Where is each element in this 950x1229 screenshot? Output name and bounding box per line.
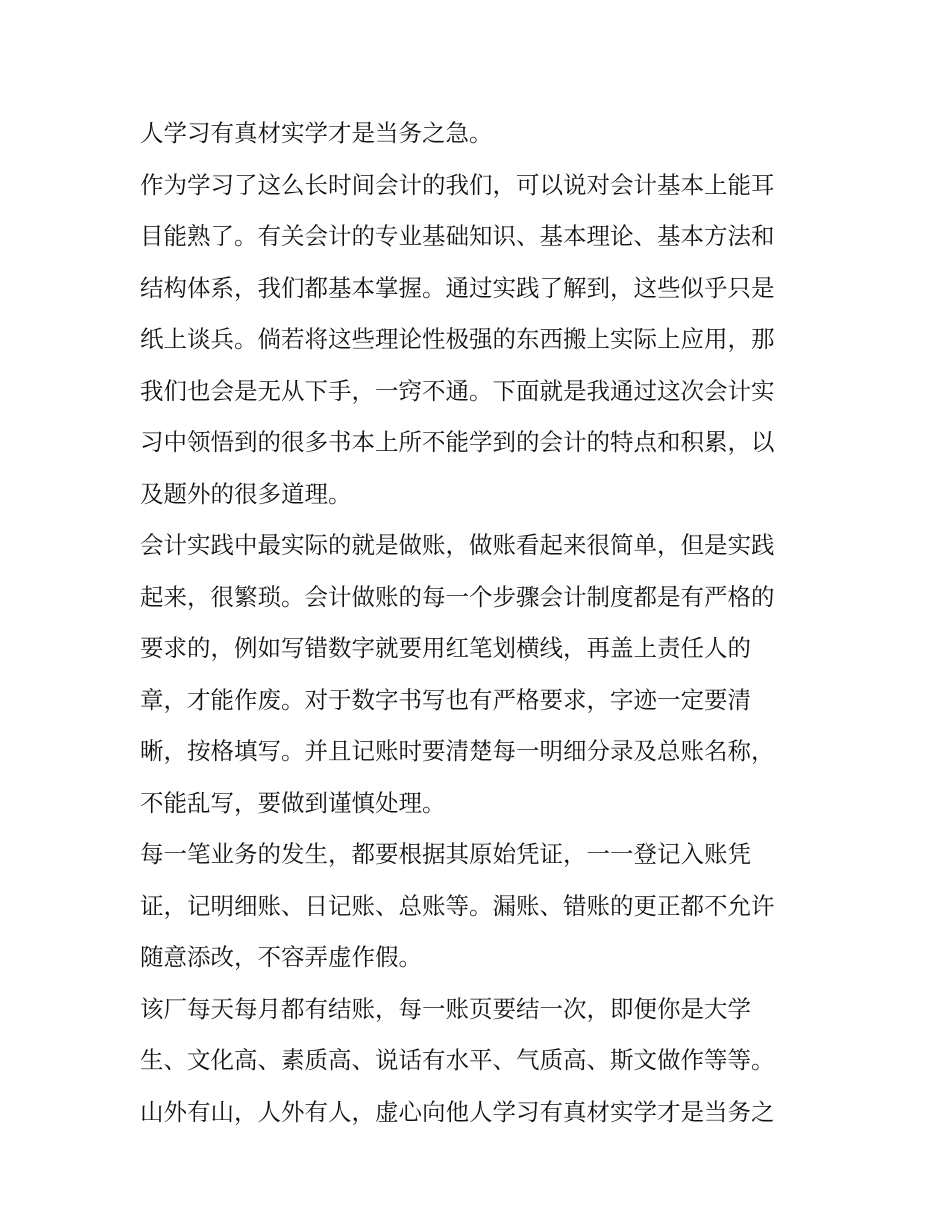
text-line: 作为学习了这么长时间会计的我们，可以说对会计基本上能耳 xyxy=(140,170,775,199)
text-line: 我们也会是无从下手，一窍不通。下面就是我通过这次会计实 xyxy=(140,376,775,405)
text-line: 该厂每天每月都有结账，每一账页要结一次，即便你是大学 xyxy=(140,994,751,1023)
text-line: 会计实践中最实际的就是做账，做账看起来很简单，但是实践 xyxy=(140,531,775,559)
body-text xyxy=(140,108,820,1138)
text-line: 人学习有真材实学才是当务之急。 xyxy=(140,119,493,147)
text-line: 要求的，例如写错数字就要用红笔划横线，再盖上责任人的 xyxy=(140,634,751,662)
text-line: 及题外的很多道理。 xyxy=(140,479,352,508)
text-line: 证，记明细账、日记账、总账等。漏账、错账的更正都不允许 xyxy=(140,891,775,920)
text-line: 目能熟了。有关会计的专业基础知识、基本理论、基本方法和 xyxy=(140,222,775,250)
text-line: 纸上谈兵。倘若将这些理论性极强的东西搬上实际上应用，那 xyxy=(140,325,775,353)
text-line: 随意添改，不容弄虚作假。 xyxy=(140,943,422,971)
text-line: 不能乱写，要做到谨慎处理。 xyxy=(140,788,446,817)
text-line: 习中领悟到的很多书本上所不能学到的会计的特点和积累，以 xyxy=(140,428,775,456)
text-line: 山外有山，人外有人，虚心向他人学习有真材实学才是当务之 xyxy=(140,1097,775,1126)
text-line: 章，才能作废。对于数字书写也有严格要求，字迹一定要清 xyxy=(140,685,751,714)
text-line: 晰，按格填写。并且记账时要清楚每一明细分录及总账名称， xyxy=(140,737,775,765)
text-line: 每一笔业务的发生，都要根据其原始凭证，一一登记入账凭 xyxy=(140,840,751,868)
text-line: 生、文化高、素质高、说话有水平、气质高、斯文做作等等。 xyxy=(140,1046,775,1074)
text-line: 起来，很繁琐。会计做账的每一个步骤会计制度都是有严格的 xyxy=(140,582,775,611)
text-line: 结构体系，我们都基本掌握。通过实践了解到，这些似乎只是 xyxy=(140,273,775,302)
